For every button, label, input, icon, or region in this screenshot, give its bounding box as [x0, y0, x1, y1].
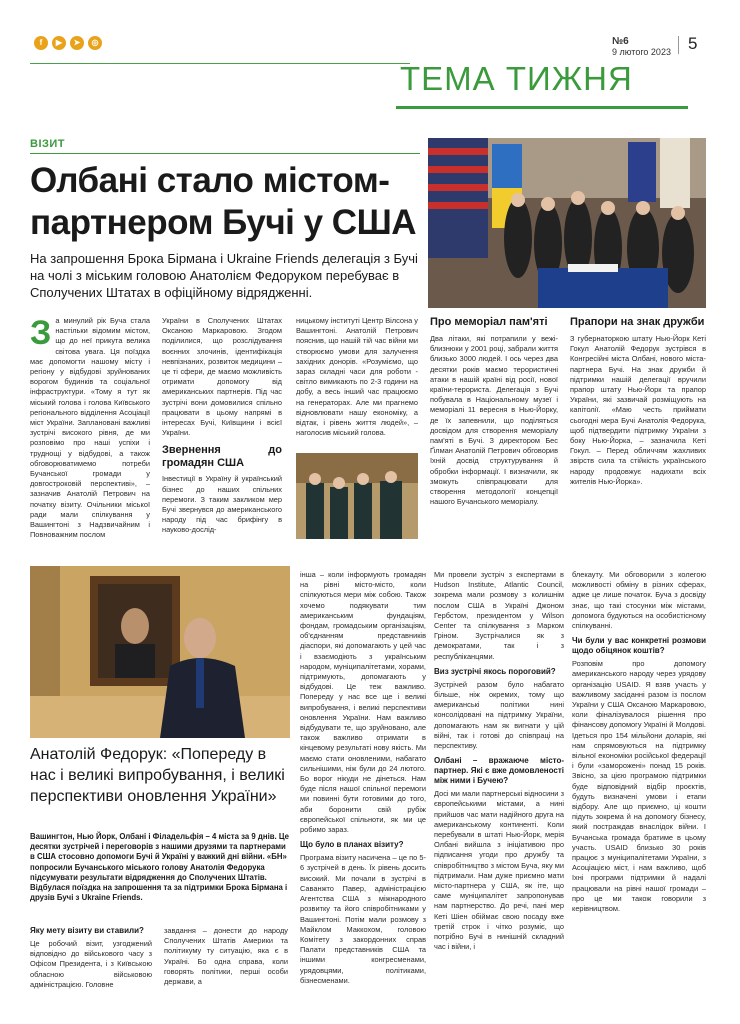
headline: Олбані стало містом-партнером Бучі у США: [30, 161, 417, 242]
section-underline: [396, 106, 688, 109]
column-text: України в Сполучених Штатах Оксаною Маркаровою. Згодом поділилися, що розслідування воєнних злочинів, ідентифікація невпізнаних, розвиток медицини – це ті сфери, де маємо можливість отримати допомогу від американських партнерів. Під час зустрічі вони домовилися спільно працювати в цьому напрямі в інтересах Бучі, Київщини і всієї України.: [162, 316, 282, 438]
question: Олбані – вражаюче місто-партнер. Які є вже домовленості між ними і Бучею?: [434, 756, 564, 786]
section-title: ТЕМА ТИЖНЯ: [400, 60, 633, 97]
dropcap: З: [30, 314, 52, 352]
page-number: 5: [688, 34, 698, 53]
instagram-icon[interactable]: ◎: [88, 36, 102, 50]
subheading: Прапори на знак дружби: [570, 316, 705, 328]
interview-column-c: [434, 570, 564, 953]
question: Що було в планах візиту?: [300, 840, 404, 850]
interview-column-b: [300, 570, 426, 986]
question: Яку мету візиту ви ставили?: [30, 926, 144, 935]
interview-lead: Вашингтон, Нью Йорк, Олбані і Філадельфія – 4 міста за 9 днів. Це десятки зустрічей і переговорів з нашими друзями та партнерами в США стосовно допомоги Бучі й Україні у важкий дні війни. «БН» попросили Бучанського міського голову Анатолія Федорука підсумувати результати відрядження до Сполучених Штатів. Відбулася поїздка на запрошення та за підтримки Брока Бірмана і друзів Бучі з Ukraine Friends.: [30, 832, 289, 903]
article-column-3: [296, 316, 418, 438]
article-column-2: [162, 316, 282, 536]
interview-column-d: [572, 570, 706, 914]
column-text: Інвестиції в Україну й український бізнес до наших спільних перемоги. З таким закликом мер Бучі звернувся до американського народу під час брифінгу в науково-дослід-: [162, 474, 282, 535]
question: Чи були у вас конкретні розмови щодо обіцянок коштів?: [572, 636, 706, 656]
article-column-1: [30, 316, 150, 540]
article-column-5: [570, 316, 706, 487]
question: Виз зустрічі якось пороговий?: [434, 666, 556, 676]
subheading: Про меморіал пам'яті: [430, 316, 548, 328]
issue-number: №6: [612, 36, 629, 47]
facebook-icon[interactable]: f: [34, 36, 48, 50]
subheading: Звернення до громадян США: [162, 444, 282, 470]
issue-info: [612, 36, 671, 57]
header-rule: [30, 63, 410, 64]
interview-column-a: [30, 926, 152, 990]
divider: [678, 36, 679, 54]
group-photo: [296, 453, 418, 539]
telegram-icon[interactable]: ➤: [70, 36, 84, 50]
interview-title: Анатолій Федорук: «Попереду в нас і великі випробування, і великі перспективи оновлення України»: [30, 746, 285, 805]
column-text: ницькому інституті Центр Вілсона у Вашингтоні. Анатолій Петрович пояснив, що нашій тій час війни ми створюємо умови для залучення західних донорів. «Розуміємо, що зараз складні часи для роботи - світло вимикають по 2-3 години на добу, а весь інший час працюємо на генераторах. Але ми прагнемо відновлювати нашу економіку, а відтак, і рівень життя людей», – наголосив міський голова.: [296, 316, 418, 438]
column-text: Ми провели зустріч з експертами в Hudson Institute, Atlantic Council, зокрема мали розмову з колишнім послом США в Україні Джоном Гербстом, президентом у Wilson Center та спілкування з Марком Гріном. Зустрічалися як з демократами, так і з республіканцями.: [434, 570, 564, 661]
column-text: Програма візиту насичена – це по 5-6 зустрічей в день. Їх рівень досить високий. Ми почали в зустрічі в Саванжто Павер, адміністрацією Агентства США з міжнародного розвитку та його співробітниками у Вашингтоні. Потім мали розмову з Майклом Маккохом, головою Комітету з закордонних справ Палати представників США та іншими конгресменами, урядовцями, політиками, бізнесменами.: [300, 853, 426, 985]
column-text: Два літаки, які потрапили у вежі-близнюки у 2001 році, забрали життя близько 3000 людей. І ось через два десятки років маємо терористичні атаки в нашій країні від росії, нової країни-терориста. Делегація з Бучі побувала в Національному музеї і меморіалі 11 вересня в Нью-Йорку, де їх запевнили, що поділяться досвідом для створення меморіалу пам'яті в Бучі. З директором Бес Ґілман Анатолій Петрович обговорив їхній досвід структурування й обробки інформації. І визначили, як зможуть співпрацювати для створення методології концепції нашого Бучанського меморіалу.: [430, 334, 558, 507]
column-text: Це робочий візит, узгоджений відповідно до військового часу з Офісом Президента, і з Київською обласною військовою адміністрацією. Головне: [30, 939, 152, 989]
column-text: Зустрічей разом було набагато більше, ніж окремих, тому що американські політики нині консолідовані на підтримку України, допомагають нам як вигнати у цій війні, так і готові до співпраці на перспективу.: [434, 679, 564, 751]
column-text: інша – коли інформують громадян на рівні місто-місто, коли спілкуються мери між собою. Також хочемо подякувати тим американським фундаціям, фондам, громадським організаціям, об'єднанням представників діаспори, які допомагають у цей час і взаємодіють з українським народом, муніципалітетами, хорами, підтримують, допомагають у відбудові. Це теж важливо. Попереду у нас все ще і великі випробування, і великі перспективи оновлення України. Нам важливо відбудувати те, що зруйновано, але також важливо отримати в кінцевому результаті нову якість. Ми маємо стати оновленими, набагато сильнішими, ніж були до 24 лютого. Бо ворог нікуди не дінеться. Нам буде після нашої спільної перемоги ми повинні бути готовими до того, аби боронити свій рубіж європейської спільноти, як ми це робимо зараз.: [300, 570, 426, 835]
social-icons: [34, 36, 102, 50]
youtube-icon[interactable]: ▶: [52, 36, 66, 50]
rubric-rule: [30, 153, 420, 154]
column-text: блекауту. Ми обговорили з колегою можливості обміну в різних сферах, адже це лише початок. Буча з досвіду знає, що такі стосунки між містами, допомога будуються на особистісному спілкуванні.: [572, 570, 706, 631]
article-lead: На запрошення Брока Бірмана і Ukraine Friends делегація з Бучі на чолі з міським головою Анатолієм Федоруком перебуває в Сполучених Штатах в офіційному відрядженні.: [30, 251, 418, 300]
column-text: З губернаторкою штату Нью-Йорк Кеті Гокул Анатолій Федорук зустрівся в Конгресійні міста Олбані, нового міста-партнера Бучі. На знак дружби й підтримки нашій делегації вручили прапор штату Нью-Йорк та прапор України, які зазвичай розміщують на капітолії. «Маю честь приймати сьогодні мера Бучі Анатолія Федорука, щоб підтвердити підтримку України з боку Нью-Йорка, – зазначила Кеті Гокул. – Перед обличчям жахливих звірств сила та стійкість українського народу продовжує надихати всіх жителів Нью-Йорка».: [570, 334, 706, 486]
column-text: завдання – донести до народу Сполучених Штатів Америки та політикуму ту ситуацію, яка є в Україні. Бо одна справа, коли говорять політики, перші особи держави, а: [164, 926, 288, 987]
interview-column-a2: [164, 926, 288, 987]
column-text: а минулий рік Буча стала настільки відомим містом, що до неї прикута велика світова увага. Ця поїздка має допомогти нашому місту і регіону у відбудові зруйнованих ворогом будинків та соціальної інфраструктури. «Тому я тут як міський голова і голова Київського регіонального відділення Асоціації міст України. Заплановані важливі зустрічі високого рівня, де ми розповімо про наші успіхи і труднощі у відбудові, а також обговорюватимемо потреби Бучанської громади у довгостроковій перспективі», – зазначив Анатолій Петрович на початку візиту. Очільники міської ради мали спілкування у Вашингтоні з Надзвичайним і Повноважним послом: [30, 316, 150, 540]
article-column-4: [430, 316, 558, 507]
ceremony-photo: [428, 138, 706, 308]
column-text: Розповім про допомогу американського народу через урядову організацію USAID. Я взяв участь у важливому засіданні разом із послом України у США Оксаною Маркаровою, коли фіналізувалося рішення про фінансову допомогу Україні й Молдові. Ідеться про 154 мільйони доларів, які нам спрямовуються на підтримку вільної економіки російської федерації і були «заморожені» понад 15 років. Звісно, за цією програмою підтримки буде відповідний відбір проєктів, будуть визначені умови і етапи відбору. Але що приємно, ці кошти підуть зокрема й на допомогу бізнесу, який постраждав внаслідок війни. І Бучанська громада братиме в цьому участь. USAID близько 30 років працює з муніципалітетами України, з Асоціацією міст, і нам важливо, щоб їхні програми підтримки й надалі працювали на рівні нашої громади – про це ми також говорили з керівництвом.: [572, 659, 706, 914]
rubric: ВІЗИТ: [30, 138, 66, 150]
issue-date: 9 лютого 2023: [612, 47, 671, 57]
column-text: Досі ми мали партнерські відносини з європейськими містами, а нині прийшов час мати надійного друга на американському континенті. Коли перебували в штаті Нью-Йорк, мерія Олбані вийшла з ініціативою про підписання угоди про дружбу та співробітництво з містом Буча, яку ми підтримали. Нам дуже приємно мати місто-партнера у США, як іте, що саме муніципалітет запропонував нам партнерство. До речі, пані мер Кеті Шіен обіймає свою посаду вже третій строк і чітко розуміє, що потрібно Бучі в нинішній складний час і війни, і: [434, 789, 564, 952]
mayor-portrait-photo: [30, 566, 290, 738]
